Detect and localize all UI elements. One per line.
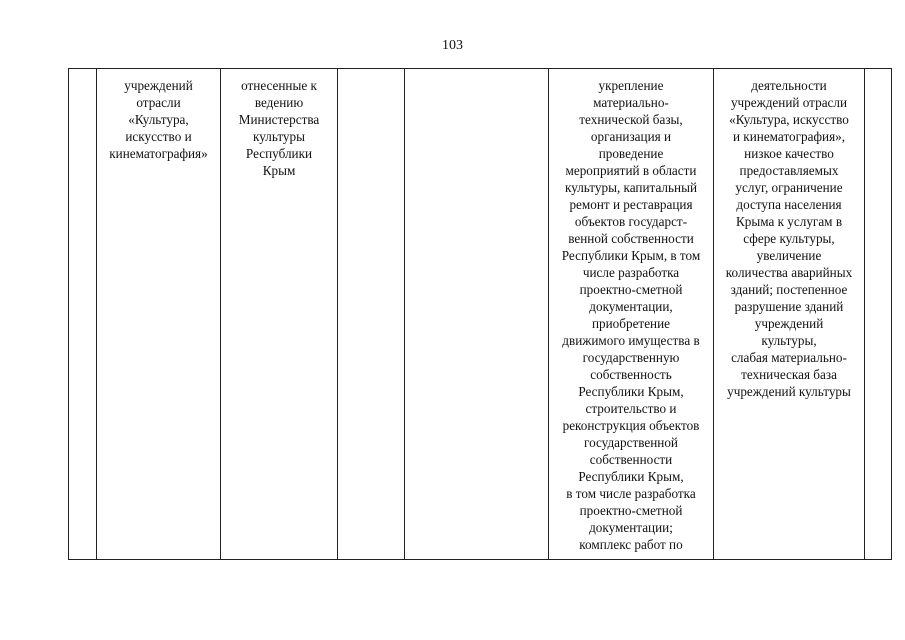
cell-text: укрепление материально- технической базы, организация и проведение мероприятий в области культуры, капитальный ремонт и реставрация объектов государст- венной собственности Республики Крым, в том числе разработка проектно-сметной документации, приобретение движимого имущества в государственную собственность Республики Крым, строительство и реконструкция объектов государственной собственности Республики Крым, в том числе разработка проектно-сметной документации; комплекс работ по: [561, 78, 701, 552]
table-cell-col4: [338, 69, 405, 560]
table-cell-col3: [221, 69, 338, 560]
table-cell-col7: [714, 69, 865, 560]
table-cell-col2: [97, 69, 221, 560]
table-cell-col1: [69, 69, 97, 560]
table-cell-col6: [549, 69, 714, 560]
table-cell-col5: [405, 69, 549, 560]
cell-text: отнесенные к ведению Министерства культуры Республики Крым: [238, 78, 320, 178]
cell-text: деятельности учреждений отрасли «Культура, искусство и кинематография», низкое качество предоставляемых услуг, ограничение доступа населения Крыма к услугам в сфере культуры, увеличение количества аварийных зданий; постепенное разрушение зданий учреждений культуры, слабая материально- техническая база учреждений культуры: [725, 78, 853, 399]
table-row: [69, 69, 892, 560]
document-table: [68, 68, 892, 560]
page-number: 103: [442, 38, 463, 53]
cell-text: учреждений отрасли «Культура, искусство и кинематография»: [109, 78, 208, 161]
table-cell-col8: [865, 69, 892, 560]
